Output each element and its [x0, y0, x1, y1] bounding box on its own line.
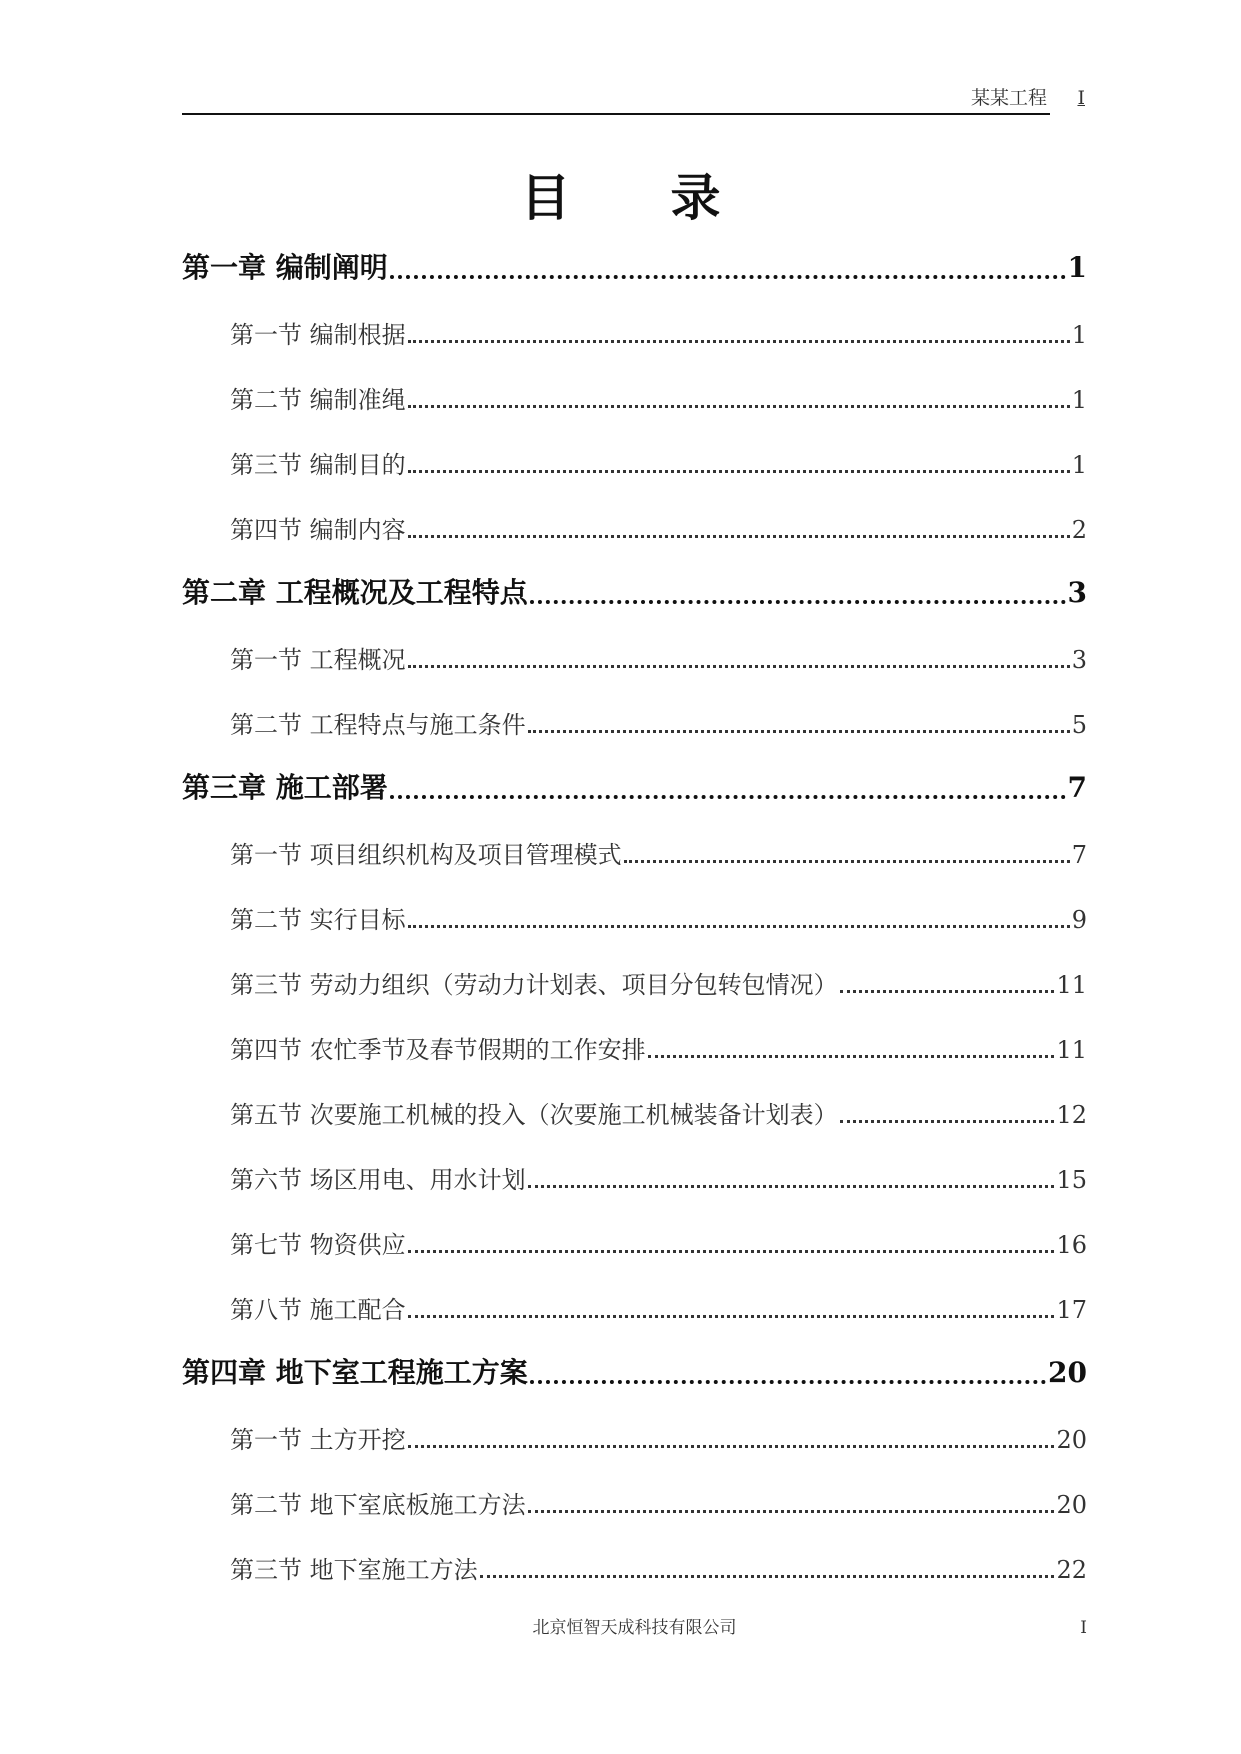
toc-entry-page-number: 2 — [1071, 516, 1087, 544]
toc-dot-leader — [408, 470, 1070, 473]
toc-entry-page-number: 11 — [1056, 971, 1087, 999]
toc-dot-leader — [624, 860, 1070, 863]
toc-entry-page-number: 5 — [1071, 711, 1087, 739]
toc-entry-page-number: 1 — [1071, 451, 1087, 479]
toc-section-entry[interactable] — [182, 350, 1087, 415]
toc-entry-label: 第三节 地下室施工方法 — [230, 1556, 478, 1584]
toc-entry-label: 第四章 地下室工程施工方案 — [182, 1356, 528, 1389]
toc-section-entry[interactable] — [182, 415, 1087, 480]
toc-entry-page-number: 12 — [1056, 1101, 1087, 1129]
toc-entry-page-number: 20 — [1056, 1491, 1087, 1519]
toc-section-entry[interactable] — [182, 1390, 1087, 1455]
header-page-number: I — [1077, 87, 1085, 109]
toc-entry-label: 第一节 项目组织机构及项目管理模式 — [230, 841, 622, 869]
toc-section-entry[interactable] — [182, 1195, 1087, 1260]
toc-chapter-entry[interactable] — [182, 545, 1087, 610]
toc-section-entry[interactable] — [182, 1000, 1087, 1065]
toc-dot-leader — [530, 1380, 1046, 1384]
toc-entry-label: 第三节 劳动力组织（劳动力计划表、项目分包转包情况） — [230, 971, 838, 999]
toc-section-entry[interactable] — [182, 1130, 1087, 1195]
table-of-contents — [182, 251, 1087, 1585]
toc-entry-label: 第六节 场区用电、用水计划 — [230, 1166, 526, 1194]
toc-entry-page-number: 22 — [1056, 1556, 1087, 1584]
toc-section-entry[interactable] — [182, 870, 1087, 935]
toc-dot-leader — [648, 1055, 1055, 1058]
toc-entry-label: 第五节 次要施工机械的投入（次要施工机械装备计划表） — [230, 1101, 838, 1129]
toc-entry-label: 第四节 编制内容 — [230, 516, 406, 544]
toc-entry-page-number: 15 — [1056, 1166, 1087, 1194]
toc-entry-page-number: 1 — [1067, 251, 1087, 284]
toc-section-entry[interactable] — [182, 1520, 1087, 1585]
toc-section-entry[interactable] — [182, 1065, 1087, 1130]
toc-dot-leader — [528, 730, 1070, 733]
toc-dot-leader — [840, 1120, 1055, 1123]
toc-entry-page-number: 20 — [1056, 1426, 1087, 1454]
toc-section-entry[interactable] — [182, 935, 1087, 1000]
toc-entry-label: 第一章 编制阐明 — [182, 251, 388, 284]
toc-dot-leader — [408, 1250, 1055, 1253]
toc-entry-label: 第二节 实行目标 — [230, 906, 406, 934]
toc-entry-page-number: 11 — [1056, 1036, 1087, 1064]
toc-entry-label: 第二节 地下室底板施工方法 — [230, 1491, 526, 1519]
toc-dot-leader — [408, 665, 1070, 668]
toc-dot-leader — [530, 600, 1066, 604]
toc-entry-page-number: 17 — [1056, 1296, 1087, 1324]
toc-section-entry[interactable] — [182, 805, 1087, 870]
toc-dot-leader — [408, 535, 1070, 538]
page-footer — [182, 1618, 1087, 1642]
toc-dot-leader — [480, 1575, 1055, 1578]
toc-entry-page-number: 7 — [1071, 841, 1087, 869]
footer-company: 北京恒智天成科技有限公司 — [532, 1618, 737, 1638]
toc-title: 目录 — [520, 169, 821, 227]
toc-dot-leader — [528, 1510, 1055, 1513]
toc-chapter-entry[interactable] — [182, 251, 1087, 285]
toc-entry-label: 第三章 施工部署 — [182, 771, 388, 804]
toc-section-entry[interactable] — [182, 675, 1087, 740]
page-header — [182, 86, 1087, 114]
footer-page-number: I — [1080, 1618, 1087, 1638]
toc-entry-label: 第四节 农忙季节及春节假期的工作安排 — [230, 1036, 646, 1064]
toc-entry-page-number: 7 — [1067, 771, 1087, 804]
toc-section-entry[interactable] — [182, 480, 1087, 545]
toc-section-entry[interactable] — [182, 1260, 1087, 1325]
toc-entry-label: 第一节 工程概况 — [230, 646, 406, 674]
toc-dot-leader — [390, 795, 1066, 799]
toc-entry-label: 第三节 编制目的 — [230, 451, 406, 479]
toc-section-entry[interactable] — [182, 285, 1087, 350]
toc-entry-page-number: 9 — [1071, 906, 1087, 934]
toc-entry-page-number: 3 — [1071, 646, 1087, 674]
header-title: 某某工程 — [970, 87, 1047, 109]
toc-entry-page-number: 16 — [1056, 1231, 1087, 1259]
toc-entry-label: 第八节 施工配合 — [230, 1296, 406, 1324]
toc-entry-label: 第二章 工程概况及工程特点 — [182, 576, 528, 609]
toc-section-entry[interactable] — [182, 610, 1087, 675]
header-rule — [182, 113, 1050, 115]
toc-dot-leader — [408, 1445, 1055, 1448]
toc-dot-leader — [390, 275, 1066, 279]
toc-entry-label: 第一节 编制根据 — [230, 321, 406, 349]
toc-dot-leader — [408, 1315, 1055, 1318]
toc-entry-label: 第七节 物资供应 — [230, 1231, 406, 1259]
toc-entry-label: 第二节 工程特点与施工条件 — [230, 711, 526, 739]
toc-chapter-entry[interactable] — [182, 740, 1087, 805]
toc-dot-leader — [528, 1185, 1055, 1188]
toc-dot-leader — [408, 925, 1070, 928]
toc-entry-page-number: 3 — [1067, 576, 1087, 609]
toc-entry-label: 第二节 编制准绳 — [230, 386, 406, 414]
toc-dot-leader — [408, 340, 1070, 343]
toc-entry-label: 第一节 土方开挖 — [230, 1426, 406, 1454]
toc-dot-leader — [408, 405, 1070, 408]
toc-dot-leader — [840, 990, 1055, 993]
toc-section-entry[interactable] — [182, 1455, 1087, 1520]
toc-entry-page-number: 1 — [1071, 321, 1087, 349]
toc-chapter-entry[interactable] — [182, 1325, 1087, 1390]
toc-entry-page-number: 1 — [1071, 386, 1087, 414]
toc-entry-page-number: 20 — [1048, 1356, 1087, 1389]
